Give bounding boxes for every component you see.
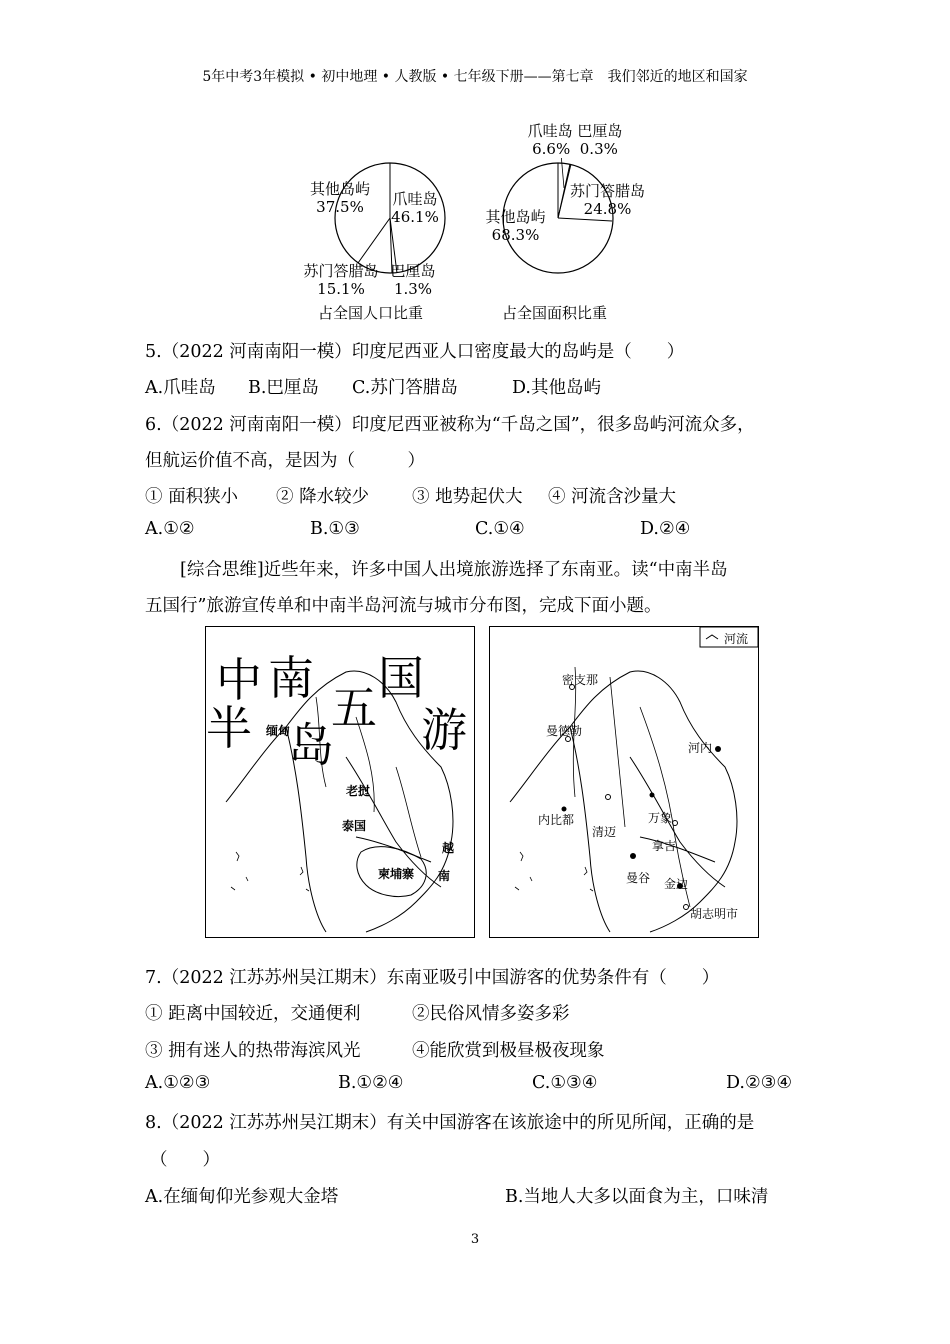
city-chiang-mai: 清迈 [592, 825, 617, 839]
q7-item-1: ① 距离中国较近，交通便利 [145, 1004, 361, 1024]
city-mandalay: 曼德勒 [546, 724, 583, 738]
city-thakhek: 拿吉 [652, 839, 677, 853]
q7-option-a: A.①②③ [145, 1073, 211, 1093]
leaflet-char-guo: 国 [378, 651, 424, 705]
q8-option-a: A.在缅甸仰光参观大金塔 [145, 1187, 339, 1207]
q6-option-a: A.①② [145, 519, 195, 539]
q8-stem-line1: 8.（2022 江苏苏州吴江期末）有关中国游客在该旅途中的所见所闻，正确的是 [145, 1113, 755, 1133]
q5-stem: 5.（2022 河南南阳一模）印度尼西亚人口密度最大的岛屿是（ ） [145, 342, 685, 362]
leaflet-char-you: 游 [421, 703, 467, 757]
country-myanmar: 缅甸 [266, 724, 291, 738]
q5-option-d: D.其他岛屿 [512, 378, 601, 398]
q7-option-b: B.①②④ [338, 1073, 404, 1093]
country-cambodia: 柬埔寨 [378, 867, 415, 881]
country-vietnam-1: 越 [442, 841, 455, 855]
q7-option-d: D.②③④ [726, 1073, 793, 1093]
country-laos: 老挝 [346, 784, 371, 798]
q6-stem-line2: 但航运价值不高，是因为（ ） [145, 451, 425, 471]
pie-pop-sumatra-label: 苏门答腊岛 15.1% [303, 262, 379, 298]
q7-item-2: ②民俗风情多姿多彩 [412, 1004, 570, 1024]
city-vientiane: 万象 [648, 811, 673, 825]
city-phnom-penh: 金边 [664, 877, 689, 891]
q5-option-b: B.巴厘岛 [248, 378, 319, 398]
legend-river: 河流 [724, 632, 749, 646]
pie-pop-java-label: 爪哇岛 46.1% [391, 190, 439, 226]
q6-item-1: ① 面积狭小 [145, 487, 239, 507]
q7-item-3: ③ 拥有迷人的热带海滨风光 [145, 1041, 361, 1061]
leaflet-char-ban: 半 [206, 701, 252, 755]
pie-pop-caption: 占全国人口比重 [318, 304, 424, 322]
city-hanoi: 河内 [688, 741, 713, 755]
leaflet-char-zhong: 中 [216, 653, 262, 707]
pie-area-caption: 占全国面积比重 [502, 304, 608, 322]
q6-option-d: D.②④ [640, 519, 691, 539]
leaflet-char-nan: 南 [268, 651, 314, 705]
q6-option-c: C.①④ [475, 519, 525, 539]
city-myitkyina: 密支那 [562, 673, 599, 687]
map-rivers-cities [489, 626, 759, 938]
pie-area-top-labels: 爪哇岛 巴厘岛 6.6% 0.3% [527, 122, 623, 158]
leaflet-char-dao: 岛 [288, 718, 334, 772]
q6-item-4: ④ 河流含沙量大 [548, 487, 677, 507]
pie-area-other-label: 其他岛屿 68.3% [485, 208, 546, 244]
q6-stem-line1: 6.（2022 河南南阳一模）印度尼西亚被称为“千岛之国”，很多岛屿河流众多， [145, 415, 755, 435]
q6-item-2: ② 降水较少 [276, 487, 370, 507]
city-naypyidaw: 内比都 [538, 813, 575, 827]
map-right-outline [490, 627, 758, 937]
q7-stem: 7.（2022 江苏苏州吴江期末）东南亚吸引中国游客的优势条件有（ ） [145, 968, 720, 988]
intro-line1: [综合思维]近些年来，许多中国人出境旅游选择了东南亚。读“中南半岛 [180, 560, 728, 580]
q5-option-c: C.苏门答腊岛 [352, 378, 458, 398]
q6-option-b: B.①③ [310, 519, 360, 539]
country-thailand: 泰国 [342, 819, 367, 833]
q8-option-b: B.当地人大多以面食为主，口味清 [505, 1187, 769, 1207]
pie-pop-other-label: 其他岛屿 37.5% [309, 180, 370, 216]
q7-option-c: C.①③④ [532, 1073, 598, 1093]
intro-line2: 五国行”旅游宣传单和中南半岛河流与城市分布图，完成下面小题。 [145, 596, 662, 616]
page-number: 3 [470, 1232, 480, 1247]
city-bangkok: 曼谷 [626, 871, 651, 885]
pie-pop-bali-label: 巴厘岛 1.3% [390, 262, 436, 298]
q5-option-a: A.爪哇岛 [145, 378, 216, 398]
q7-item-4: ④能欣赏到极昼极夜现象 [412, 1041, 605, 1061]
country-vietnam-2: 南 [438, 869, 451, 883]
map-tour-leaflet [205, 626, 475, 938]
leaflet-char-wu: 五 [331, 681, 377, 735]
q8-stem-line2: （ ） [150, 1150, 220, 1170]
page-header: 5年中考3年模拟 • 初中地理 • 人教版 • 七年级下册——第七章 我们邻近的地区和国家 [202, 69, 748, 85]
q6-item-3: ③ 地势起伏大 [412, 487, 523, 507]
city-ho-chi-minh: 胡志明市 [690, 907, 739, 921]
pie-area-sumatra-label: 苏门答腊岛 24.8% [569, 182, 645, 218]
